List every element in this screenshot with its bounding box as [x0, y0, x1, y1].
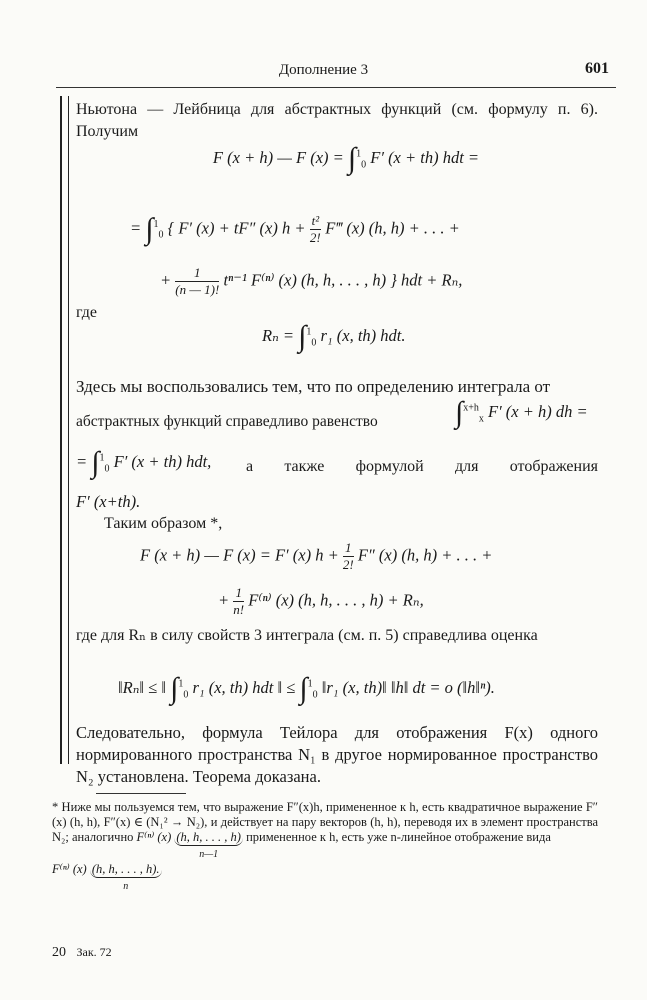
equation-9: [118, 672, 495, 706]
where-label: где: [76, 304, 98, 321]
upper-limit: 1: [178, 678, 184, 690]
equation-2: [130, 213, 460, 246]
integral-sign: ∫: [299, 672, 308, 706]
lower-limit: 0: [104, 463, 110, 475]
fraction: [233, 585, 244, 618]
integral-sign: ∫: [145, 212, 154, 246]
footnote-f2: F⁽ⁿ⁾ (x): [52, 862, 87, 876]
eq7-body: F (x + h) — F (x) = F′ (x) h +: [140, 545, 343, 565]
paragraph-5: где для Rₙ в силу свойств 3 интеграла (см. п. 5) справедлива оценка: [76, 627, 538, 644]
eq5-rhs: F′ (x + h) dh =: [487, 402, 588, 421]
equation-7: [140, 540, 492, 573]
footnote: [52, 800, 598, 894]
upper-limit: 1: [307, 678, 313, 690]
eq6-prefix: =: [76, 452, 88, 471]
integral-sign: ∫: [170, 672, 179, 706]
eq6-text: а также формулой для отображения: [246, 458, 598, 475]
eq7-tail: F″ (x) (h, h) + . . . +: [357, 545, 493, 565]
eq1-lhs: F (x + h) — F (x) =: [212, 148, 344, 167]
eq2-prefix: =: [130, 218, 142, 238]
lower-limit: 0: [311, 337, 317, 349]
paragraph-2-line-1: Здесь мы воспользовались тем, что по определению интеграла от: [76, 377, 551, 396]
frac-num: 1: [175, 265, 219, 282]
page-footer: [52, 945, 112, 961]
integral-sign: ∫: [347, 142, 357, 176]
frac-den: 2!: [309, 230, 321, 245]
under-label-1: n—1: [199, 849, 219, 860]
paragraph-3-cont: F′ (x+th).: [76, 492, 141, 511]
footnote-rule: [96, 793, 186, 794]
footnote-text-1: * Ниже мы пользуемся тем, что выражение F″(x)h, примененное к h, есть квадратичное выражение F″(x) (h, h), F″(x) ∈ (N₁² → N₂), и действует на пару векторов (h, h), переводя их в элемент пространства N₂; аналогично: [52, 800, 598, 844]
args-1: (h, h, . . . , h): [176, 830, 241, 844]
lower-limit: 0: [361, 159, 367, 171]
lower-limit: 0: [312, 689, 318, 701]
equation-6: [76, 446, 212, 480]
eq9-rhs: ‖r₁ (x, th)‖ ‖h‖ dt = o (‖h‖ⁿ).: [321, 678, 495, 697]
eq4-lhs: Rₙ =: [262, 326, 295, 345]
equation-8: [218, 585, 424, 618]
eq9-lhs: ‖Rₙ‖ ≤ ‖: [118, 678, 166, 697]
eq6-rhs: F′ (x + th) hdt,: [113, 452, 212, 471]
frac-den: (n — 1)!: [175, 282, 220, 297]
equation-3: [160, 265, 462, 298]
upper-limit: 1: [99, 452, 105, 464]
equation-4: [262, 320, 406, 354]
integral-sign: ∫: [298, 320, 307, 354]
signature-number: 20: [52, 945, 66, 960]
lower-limit: 0: [183, 689, 189, 701]
paragraph-2-line-2: абстрактных функций справедливо равенство: [76, 413, 378, 430]
lower-limit: x: [478, 413, 484, 425]
footnote-text-2: примененное к h, есть уже n-линейное отображение вида: [246, 830, 551, 844]
frac-num: 1: [233, 585, 244, 602]
fraction: [310, 213, 322, 246]
footnote-f1: F⁽ⁿ⁾ (x): [136, 830, 172, 844]
upper-limit: 1: [153, 218, 159, 230]
header-rule: [56, 87, 616, 88]
underbrace-2: [90, 862, 162, 894]
page-number: 601: [585, 60, 609, 77]
running-head: Дополнение 3: [278, 62, 369, 78]
equation-5: [455, 396, 588, 430]
eq3-body: tⁿ⁻¹ F⁽ⁿ⁾ (x) (h, h, . . . , h) } hdt + Rₙ,: [223, 270, 463, 290]
paragraph-6: Следовательно, формула Тейлора для отображения F(x) одного нормированного пространства N₁ в другое нормированное пространство N₂ установлена. Теорема доказана.: [76, 723, 598, 786]
integral-sign: ∫: [91, 446, 100, 480]
upper-limit: 1: [306, 326, 312, 338]
eq8-body: F⁽ⁿ⁾ (x) (h, h, . . . , h) + Rₙ,: [248, 590, 424, 610]
eq1-rhs: F′ (x + th) hdt =: [370, 148, 480, 167]
fraction: [175, 265, 219, 298]
args-2: (h, h, . . . , h).: [91, 862, 160, 876]
paragraph-4: Таким образом *,: [104, 515, 223, 532]
lower-limit: 0: [158, 229, 164, 241]
under-label-2: n: [123, 881, 129, 892]
frac-num: 1: [343, 540, 354, 557]
paragraph-1: Ньютона — Лейбница для абстрактных функций (см. формулу п. 6). Получим: [76, 101, 598, 140]
equation-1: [76, 142, 616, 176]
integral-sign: ∫: [455, 396, 464, 430]
eq3-prefix: +: [160, 270, 172, 290]
eq8-prefix: +: [218, 590, 230, 610]
eq2-tail: F‴ (x) (h, h) + . . . +: [325, 218, 460, 238]
fraction: [343, 540, 354, 573]
eq2-body: { F′ (x) + tF″ (x) h +: [167, 218, 310, 238]
upper-limit: x+h: [463, 402, 479, 414]
frac-den: n!: [233, 602, 245, 617]
margin-bar: [60, 96, 69, 764]
frac-num: t²: [311, 213, 320, 228]
underbrace-1: [174, 830, 243, 862]
frac-den: 2!: [342, 557, 354, 572]
eq9-mid: r₁ (x, th) hdt ‖ ≤: [192, 678, 296, 697]
upper-limit: 1: [356, 148, 362, 160]
eq4-rhs: r₁ (x, th) hdt.: [320, 326, 406, 345]
order-number: Зак. 72: [76, 945, 112, 959]
